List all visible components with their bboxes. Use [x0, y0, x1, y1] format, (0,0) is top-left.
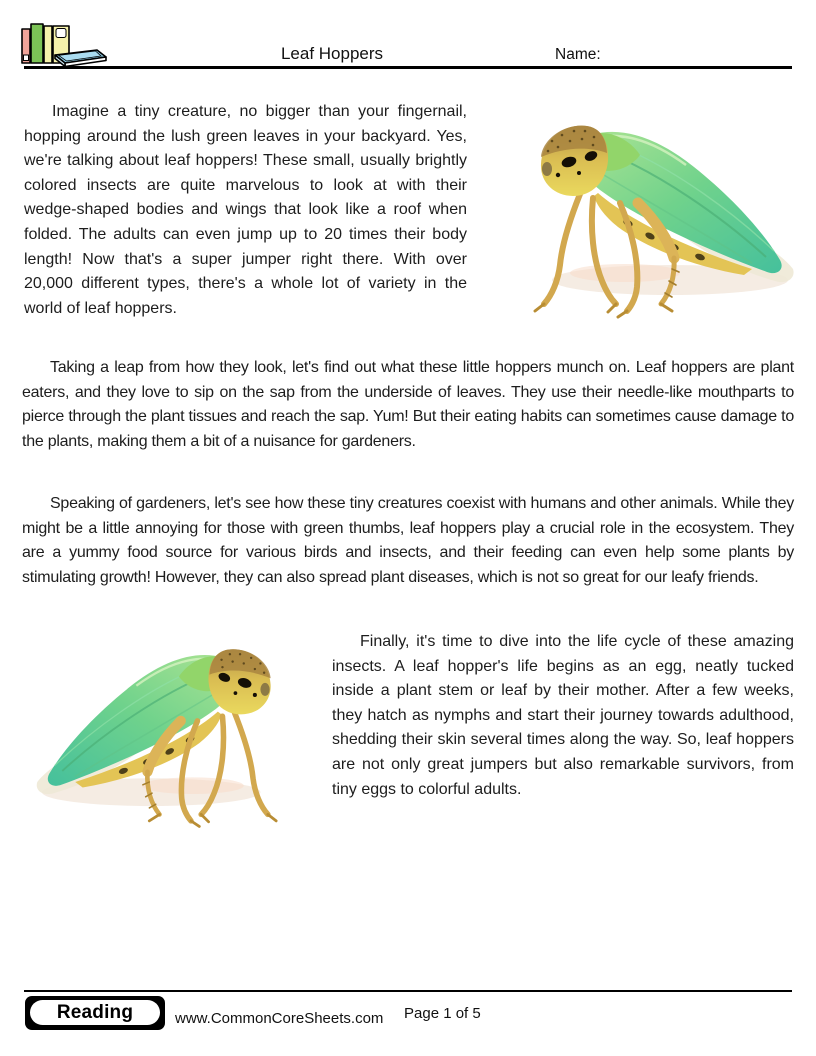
leafhopper-image-bottom — [22, 632, 322, 832]
name-label: Name: — [555, 46, 601, 63]
paragraph-2: Taking a leap from how they look, let's find out what these little hoppers munch on. Leaf hoppers are plant eaters, and they love to sip on the sap from the underside of leaves. They use their needle-like mouthparts to pierce through the plant tissues and reach the sap. Yum! But their eating habits can sometimes cause damage to the plants, making them a bit of a nuisance for gardeners. — [22, 359, 794, 450]
leafhopper-image-top — [490, 97, 805, 323]
website-url: www.CommonCoreSheets.com — [175, 1010, 384, 1027]
page-number: Page 1 of 5 — [404, 1005, 481, 1022]
stacked-books-logo-icon — [19, 17, 111, 69]
worksheet-title: Leaf Hoppers — [280, 44, 384, 63]
paragraph-3: Speaking of gardeners, let's see how these tiny creatures coexist with humans and other animals. While they might be a little annoying for those with green thumbs, leaf hoppers play a crucial role in the ecosystem. They are a yummy food source for various birds and insects, and their feeding can even help some plants by stimulating growth! However, they can also spread plant diseases, which is not so great for our leafy friends. — [22, 495, 794, 586]
category-badge-pill — [30, 1000, 160, 1025]
header-rule — [24, 66, 792, 69]
category-badge — [25, 996, 165, 1030]
category-badge-label: Reading — [56, 1001, 134, 1023]
paragraph-4: Finally, it's time to dive into the life cycle of these amazing insects. A leaf hopper's life begins as an egg, neatly tucked inside a plant stem or leaf by their mother. After a few weeks, they hatch as nymphs and start their journey towards adulthood, shedding their skin several times along the way. So, leaf hoppers are not only great jumpers but also remarkable survivors, from tiny eggs to colorful adults. — [332, 633, 794, 798]
footer-rule — [24, 990, 792, 992]
paragraph-1: Imagine a tiny creature, no bigger than your fingernail, hopping around the lush green leaves in your backyard. Yes, we're talking about leaf hoppers! These small, usually brightly colored insects are quite marvelous to look at with their wedge-shaped bodies and wings that look like a roof when folded. The adults can even jump up to 20 times their body length! Now that's a super jumper right there. With over 20,000 different types, there's a whole lot of variety in the world of leaf hoppers. — [24, 103, 467, 317]
